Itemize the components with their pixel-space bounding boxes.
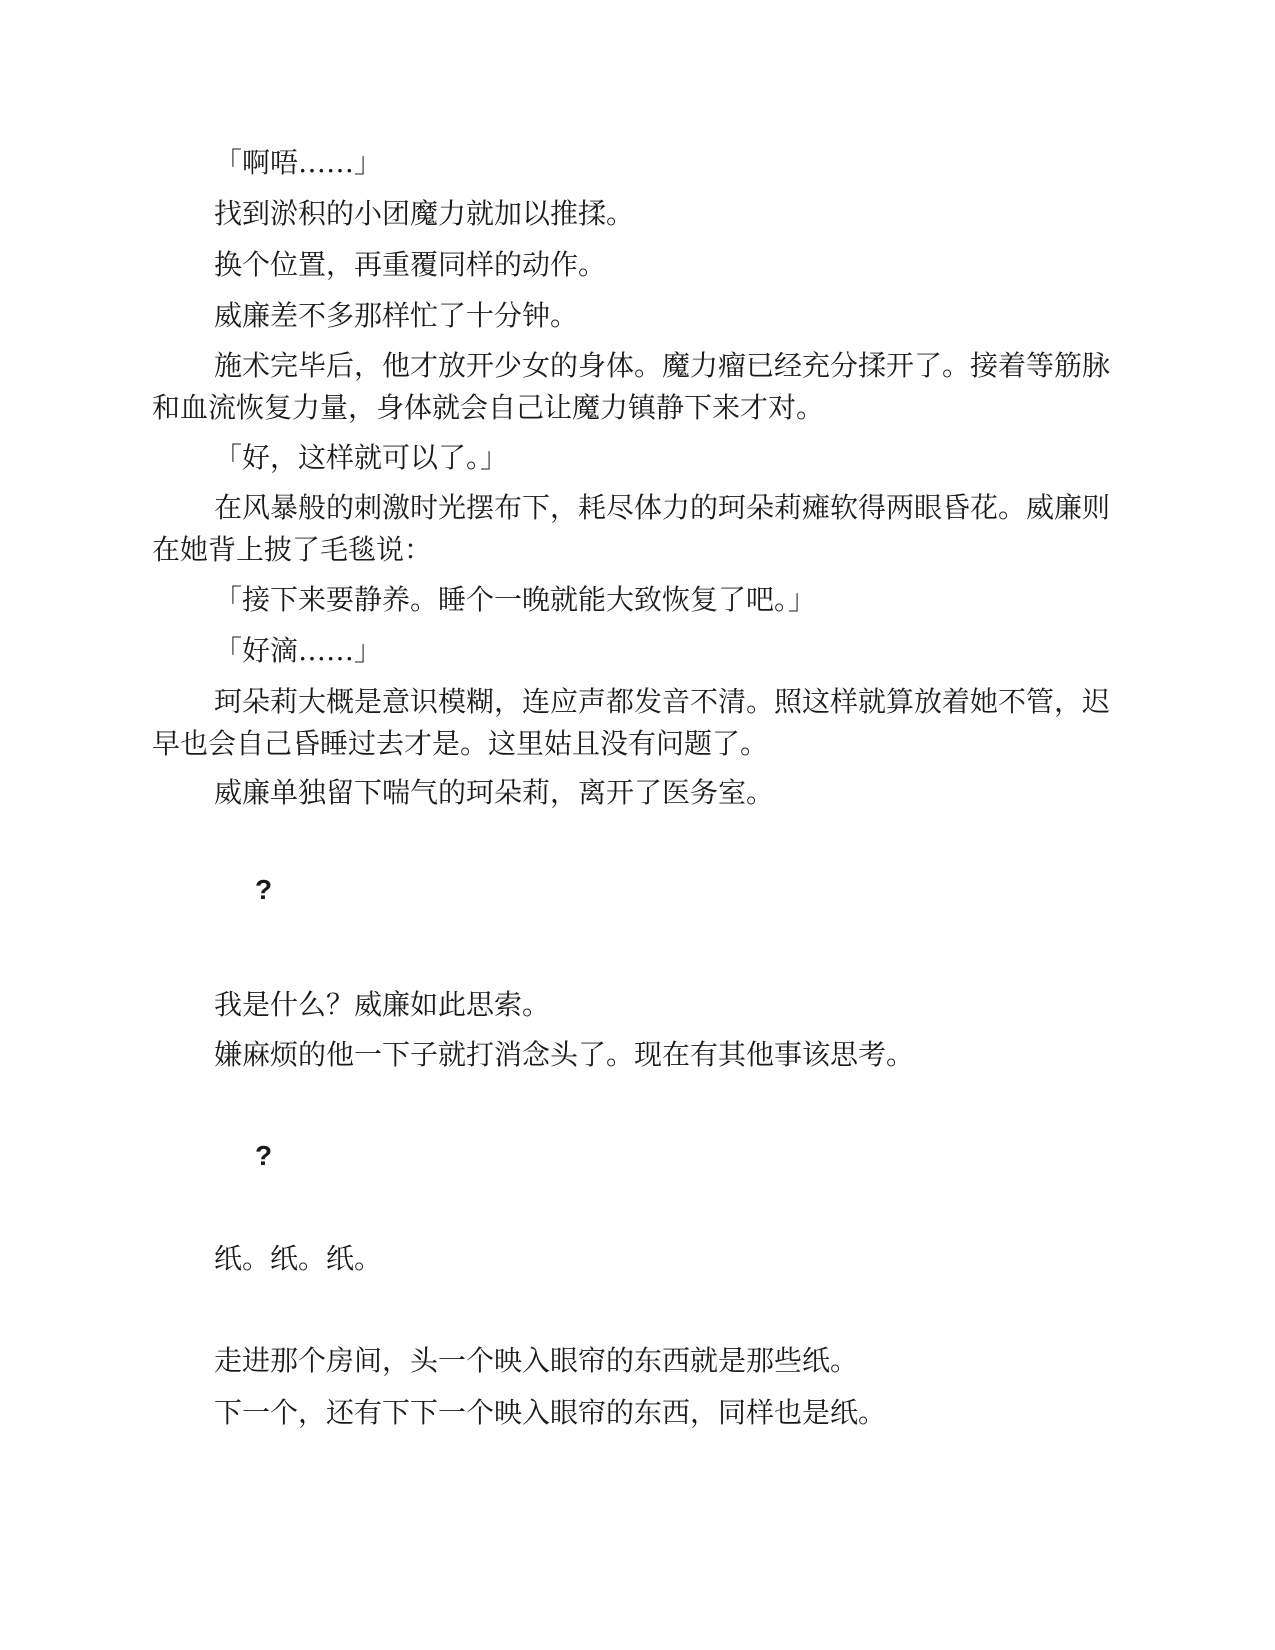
paragraph-6: 「好，这样就可以了。」 bbox=[214, 441, 509, 474]
paragraph-4: 威廉差不多那样忙了十分钟。 bbox=[214, 299, 579, 332]
paragraph-10: 珂朵莉大概是意识模糊，连应声都发音不清。照这样就算放着她不管，迟早也会自己昏睡过去才是。这里姑且没有问题了。 bbox=[152, 685, 1111, 760]
paragraph-5: 施术完毕后，他才放开少女的身体。魔力瘤已经充分揉开了。接着等筋脉和血流恢复力量，身体就会自己让魔力镇静下来才对。 bbox=[152, 349, 1111, 424]
paragraph-16: 下一个，还有下下一个映入眼帘的东西，同样也是纸。 bbox=[214, 1396, 887, 1429]
paragraph-1: 「啊唔……」 bbox=[214, 146, 383, 179]
paragraph-9: 「好滴……」 bbox=[214, 634, 383, 667]
paragraph-13: 嫌麻烦的他一下子就打消念头了。现在有其他事该思考。 bbox=[214, 1038, 915, 1071]
paragraph-11: 威廉单独留下喘气的珂朵莉，离开了医务室。 bbox=[214, 776, 775, 809]
paragraph-14: 纸。纸。纸。 bbox=[214, 1242, 383, 1275]
paragraph-15: 走进那个房间，头一个映入眼帘的东西就是那些纸。 bbox=[214, 1344, 859, 1377]
section-separator-1: ? bbox=[255, 874, 273, 905]
paragraph-2: 找到淤积的小团魔力就加以推揉。 bbox=[214, 197, 635, 230]
section-separator-2: ? bbox=[255, 1140, 273, 1171]
paragraph-7: 在风暴般的刺激时光摆布下，耗尽体力的珂朵莉瘫软得两眼昏花。威廉则在她背上披了毛毯说： bbox=[152, 491, 1111, 566]
paragraph-8: 「接下来要静养。睡个一晚就能大致恢复了吧。」 bbox=[214, 583, 817, 616]
paragraph-12: 我是什么？威廉如此思索。 bbox=[214, 988, 551, 1021]
paragraph-3: 换个位置，再重覆同样的动作。 bbox=[214, 248, 607, 281]
